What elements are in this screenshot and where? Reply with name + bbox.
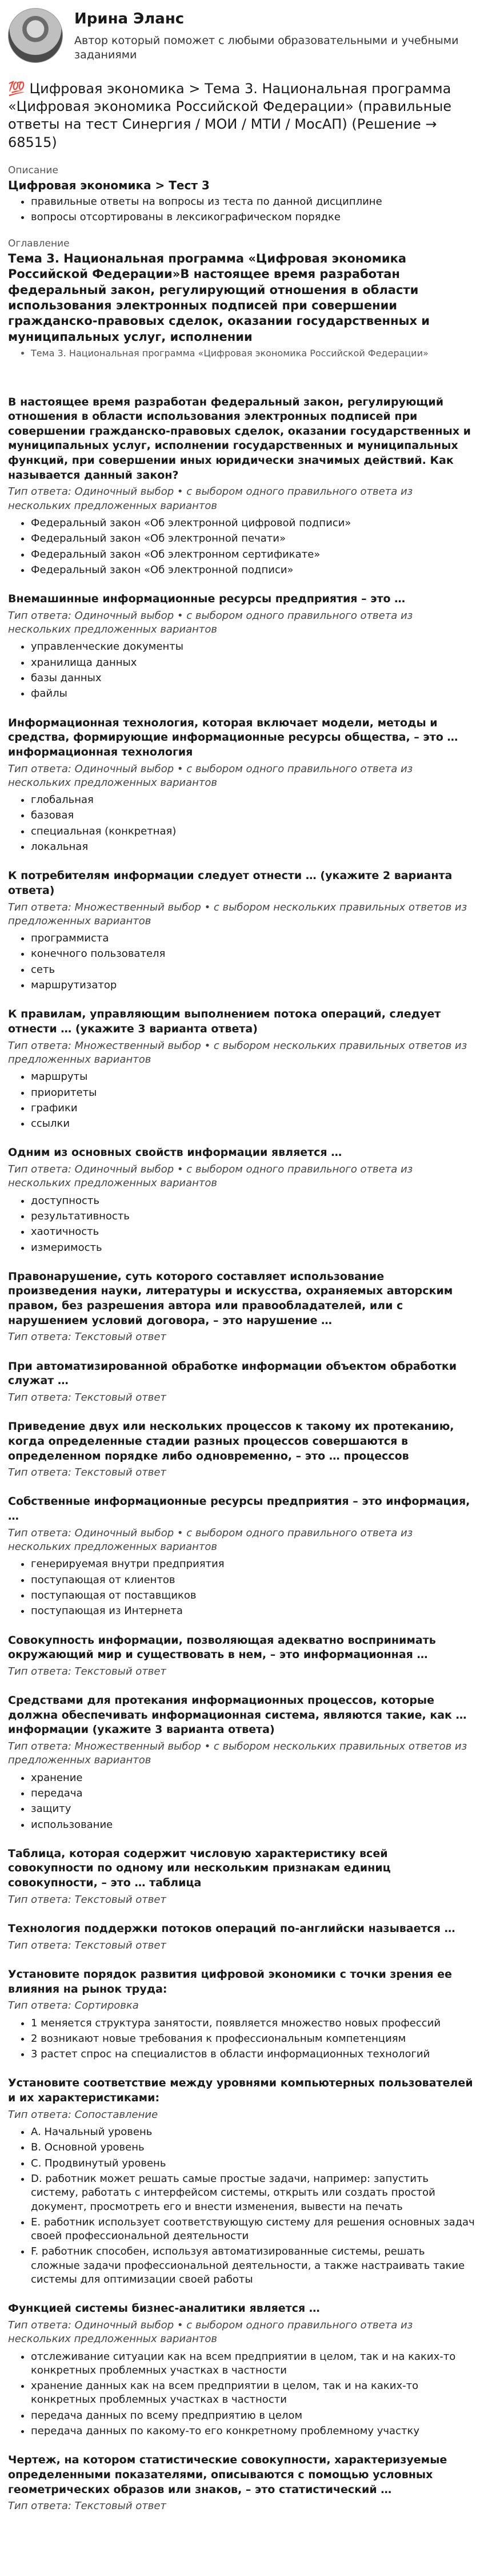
answer-type: Тип ответа: Множественный выбор • с выбором нескольких правильных ответов из предложенных вариантов	[8, 1039, 467, 1066]
answer-option: • передача данных по всему предприятию в целом	[31, 2409, 476, 2423]
question-text: Собственные информационные ресурсы предприятия – это информация, …	[8, 1495, 470, 1523]
answer-option: • программиста	[31, 932, 476, 945]
question-text: Чертеж, на котором статистические совокупности, характеризуемые определенными показателями, описываются с помощью условных геометрических образов или знаков, – это статистический …	[8, 2454, 447, 2496]
answer-option: • хранение	[31, 1771, 476, 1785]
question-block	[8, 2453, 476, 2513]
question-block	[8, 1922, 476, 1953]
description-heading: Цифровая экономика > Тест 3	[8, 178, 210, 193]
answer-options	[8, 793, 476, 854]
answer-type: Тип ответа: Текстовый ответ	[8, 1665, 166, 1677]
answer-option: • Федеральный закон «Об электронной цифровой подписи»	[31, 516, 476, 530]
answer-option: • базы данных	[31, 671, 476, 685]
answer-option: • C. Продвинутый уровень	[31, 2157, 476, 2170]
page-title: 💯 Цифровая экономика > Тема 3. Национальная программа «Цифровая экономика Российской Федерации» (правильные ответы на тест Синергия / МОИ / МТИ / МосАП) (Решение → 68515)	[8, 81, 452, 150]
question-text: Установите порядок развития цифровой экономики с точки зрения ее влияния на рынок труда:	[8, 1967, 452, 1995]
answer-option: • хранилища данных	[31, 656, 476, 670]
question-text: Внемашинные информационные ресурсы предприятия – это …	[8, 593, 406, 606]
answer-type: Тип ответа: Одиночный выбор • с выбором одного правильного ответа из нескольких предложенных вариантов	[8, 609, 413, 636]
question-block	[8, 1694, 476, 1832]
answer-option: • генерируемая внутри предприятия	[31, 1557, 476, 1571]
answer-option: • хранение данных как на всем предприятии в целом, так и на каких-то конкретных проблемных участках в частности	[31, 2379, 476, 2407]
answer-option: • передача данных по какому-то его конкретному проблемному участку	[31, 2424, 476, 2438]
answer-options	[8, 640, 476, 701]
answer-option: • поступающая от клиентов	[31, 1573, 476, 1587]
author-name[interactable]: Ирина Эланс	[74, 10, 185, 27]
question-block	[8, 592, 476, 701]
question-block	[8, 1270, 476, 1345]
question-block	[8, 1633, 476, 1679]
question-text: При автоматизированной обработке информации объектом обработки служат …	[8, 1359, 457, 1388]
answer-option: • маршруты	[31, 1070, 476, 1084]
question-block	[8, 1847, 476, 1907]
answer-option: • D. работник может решать самые простые задачи, например: запустить систему, работать с интерфейсом системы, открыть или создать простой документ, просмотреть его и внести изменения, вывести на печать	[31, 2172, 476, 2214]
question-block	[8, 2301, 476, 2438]
answer-option: • специальная (конкретная)	[31, 825, 476, 838]
answer-option: • измеримость	[31, 1241, 476, 1255]
question-text: К потребителям информации следует отнести … (укажите 2 варианта ответа)	[8, 869, 453, 897]
contents-section	[8, 237, 476, 360]
question-block	[8, 1007, 476, 1131]
answer-option: • поступающая от поставщиков	[31, 1589, 476, 1603]
question-text: К правилам, управляющим выполнением потока операций, следует отнести … (укажите 3 варианта ответа)	[8, 1008, 441, 1035]
answer-options	[8, 1557, 476, 1618]
answer-options	[8, 1070, 476, 1131]
answer-option: • защиту	[31, 1802, 476, 1816]
answer-option: • ссылки	[31, 1117, 476, 1131]
answer-options	[8, 932, 476, 992]
answer-option: • результативность	[31, 1210, 476, 1223]
question-block	[8, 1146, 476, 1254]
question-text: Приведение двух или нескольких процессов к такому их протеканию, когда определенные стадии разных процессов совершаются в определенном порядке либо одновременно, – это … процессов	[8, 1420, 454, 1462]
question-text: Средствами для протекания информационных процессов, которые должна обеспечивать информационная система, являются такие, как … информации (укажите 3 варианта ответа)	[8, 1694, 467, 1736]
answer-options	[8, 1194, 476, 1255]
answer-type: Тип ответа: Одиночный выбор • с выбором одного правильного ответа из нескольких предложенных вариантов	[8, 1163, 413, 1190]
question-text: Совокупность информации, позволяющая адекватно воспринимать окружающий мир и существовать в нем, – это информационная …	[8, 1633, 436, 1661]
avatar[interactable]	[8, 8, 63, 63]
question-text: Информационная технология, которая включает модели, методы и средства, формирующие информационные ресурсы общества, – это … информационная технология	[8, 716, 458, 758]
question-text: Правонарушение, суть которого составляет использование произведения науки, литературы и искусства, охраняемых авторским правом, без разрешения автора или правообладателей, или с нарушением условий договора, – это нарушение …	[8, 1270, 453, 1327]
list-item: • правильные ответы на вопросы из теста по данной дисциплине	[31, 195, 476, 209]
answer-type: Тип ответа: Одиночный выбор • с выбором одного правильного ответа из нескольких предложенных вариантов	[8, 762, 413, 789]
question-text: В настоящее время разработан федеральный закон, регулирующий отношения в области использования электронных подписей при совершении гражданско-правовых сделок, оказании государственных и муниципальных услуг, исполнении государственных и муниципальных функций, при совершении иных юридически значимых действий. Как называется данный закон?	[8, 395, 471, 482]
author-info	[74, 8, 476, 63]
answer-options	[8, 1771, 476, 1832]
answer-type: Тип ответа: Сопоставление	[8, 2108, 158, 2121]
answer-option: • отслеживание ситуации как на всем предприятии в целом, так и на каких-то конкретных проблемных участках в частности	[31, 2350, 476, 2378]
answer-option: • базовая	[31, 809, 476, 822]
answer-type: Тип ответа: Текстовый ответ	[8, 1331, 166, 1343]
answer-type: Тип ответа: Текстовый ответ	[8, 1939, 166, 1951]
answer-type: Тип ответа: Текстовый ответ	[8, 1466, 166, 1479]
question-text: Функцией системы бизнес-аналитики является …	[8, 2302, 320, 2315]
author-block	[8, 8, 476, 63]
answer-type: Тип ответа: Текстовый ответ	[8, 1391, 166, 1404]
answer-option: • Федеральный закон «Об электронной печати»	[31, 532, 476, 546]
answer-option: • доступность	[31, 1194, 476, 1208]
questions-list	[8, 395, 476, 2514]
answer-option: • B. Основной уровень	[31, 2141, 476, 2154]
answer-type: Тип ответа: Одиночный выбор • с выбором одного правильного ответа из нескольких предложенных вариантов	[8, 2319, 413, 2346]
question-text: Таблица, которая содержит числовую характеристику всей совокупности по одному или нескольким признакам единиц совокупности, – это … таблица	[8, 1847, 391, 1890]
answer-option: • 2 возникают новые требования к профессиональным компетенциям	[31, 2032, 476, 2046]
answer-options	[8, 2017, 476, 2062]
answer-option: • F. работник способен, используя автоматизированные системы, решать сложные задачи профессиональной деятельности, а также настраивать такие системы для оптимизации своей работы	[31, 2245, 476, 2287]
description-list	[8, 195, 476, 225]
answer-option: • приоритеты	[31, 1086, 476, 1100]
answer-type: Тип ответа: Множественный выбор • с выбором нескольких правильных ответов из предложенных вариантов	[8, 901, 467, 927]
answer-type: Тип ответа: Сортировка	[8, 1999, 139, 2012]
list-item: • вопросы отсортированы в лексикографическом порядке	[31, 210, 476, 224]
contents-heading: Тема 3. Национальная программа «Цифровая экономика Российской Федерации»В настоящее время разработан федеральный закон, регулирующий отношения в области использования электронных подписей при совершении гражданско-правовых сделок, оказании государственных и муниципальных услуг, исполнении	[8, 252, 430, 344]
question-text: Одним из основных свойств информации является …	[8, 1146, 342, 1159]
description-label: Описание	[8, 164, 58, 176]
answer-option: • локальная	[31, 840, 476, 854]
answer-option: • 1 меняется структура занятости, появляется множество новых профессий	[31, 2017, 476, 2030]
answer-option: • поступающая из Интернета	[31, 1604, 476, 1618]
question-block	[8, 1967, 476, 2061]
answer-option: • графики	[31, 1102, 476, 1115]
question-text: Установите соответствие между уровнями компьютерных пользователей и их характеристиками:	[8, 2077, 473, 2105]
answer-option: • файлы	[31, 687, 476, 701]
author-description: Автор который поможет с любыми образовательными и учебными заданиями	[74, 34, 459, 62]
question-block	[8, 395, 476, 578]
answer-option: • 3 растет спрос на специалистов в области информационных технологий	[31, 2048, 476, 2061]
answer-option: • маршрутизатор	[31, 979, 476, 992]
answer-options	[8, 2125, 476, 2287]
question-block	[8, 869, 476, 992]
description-section	[8, 164, 476, 225]
answer-type: Тип ответа: Множественный выбор • с выбором нескольких правильных ответов из предложенных вариантов	[8, 1740, 467, 1767]
contents-label: Оглавление	[8, 237, 70, 249]
answer-options	[8, 516, 476, 577]
answer-option: • Федеральный закон «Об электронной подписи»	[31, 563, 476, 577]
question-block	[8, 1494, 476, 1618]
answer-option: • Федеральный закон «Об электронном сертификате»	[31, 548, 476, 562]
answer-type: Тип ответа: Одиночный выбор • с выбором одного правильного ответа из нескольких предложенных вариантов	[8, 1526, 413, 1553]
answer-option: • E. работник использует соответствующую систему для решения основных задач своей профессиональной деятельности	[31, 2216, 476, 2244]
question-block	[8, 2076, 476, 2287]
question-block	[8, 1359, 476, 1405]
answer-option: • управленческие документы	[31, 640, 476, 654]
question-block	[8, 1420, 476, 1480]
answer-option: • использование	[31, 1818, 476, 1832]
answer-type: Тип ответа: Одиночный выбор • с выбором одного правильного ответа из нескольких предложенных вариантов	[8, 486, 413, 512]
answer-option: • хаотичность	[31, 1225, 476, 1239]
answer-option: • глобальная	[31, 793, 476, 807]
toc-item[interactable]: • Тема 3. Национальная программа «Цифровая экономика Российской Федерации»	[31, 347, 476, 360]
answer-option: • A. Начальный уровень	[31, 2125, 476, 2139]
question-block	[8, 716, 476, 854]
contents-list	[8, 347, 476, 360]
question-text: Технология поддержки потоков операций по-английски называется …	[8, 1922, 455, 1935]
answer-option: • конечного пользователя	[31, 947, 476, 961]
answer-type: Тип ответа: Текстовый ответ	[8, 2500, 166, 2513]
answer-option: • сеть	[31, 963, 476, 977]
answer-option: • передача	[31, 1787, 476, 1800]
answer-type: Тип ответа: Текстовый ответ	[8, 1893, 166, 1906]
answer-options	[8, 2350, 476, 2439]
